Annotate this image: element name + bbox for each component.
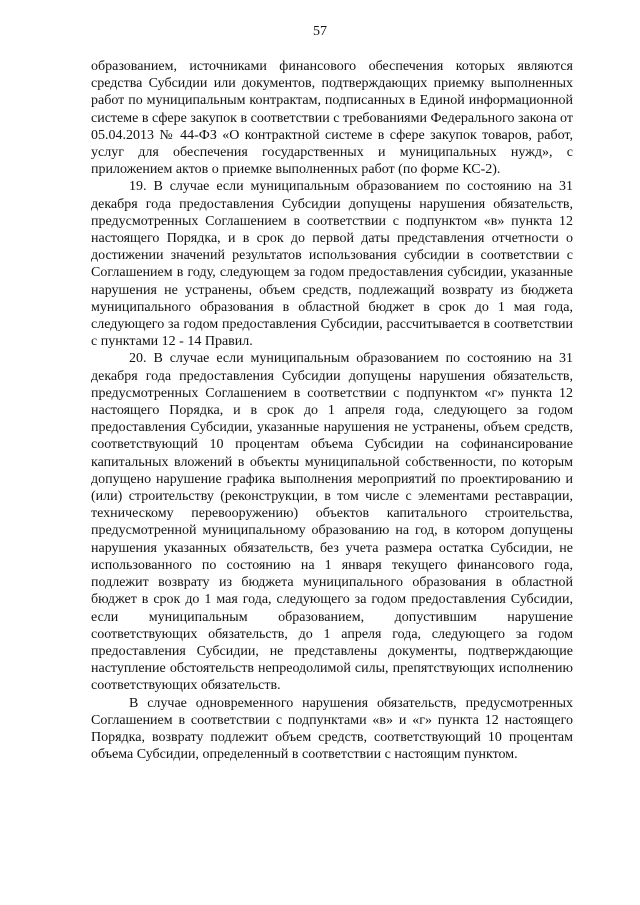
- paragraph-simultaneous-violation: В случае одновременного нарушения обязательств, предусмотренных Соглашением в соответствии с подпунктами «в» и «г» пункта 12 настоящего Порядка, возврату подлежит объем средств, соответствующий 10 процентам объема Субсидии, определенный в соответствии с настоящим пунктом.: [91, 695, 573, 763]
- paragraph-item-20: 20. В случае если муниципальным образованием по состоянию на 31 декабря года предоставления Субсидии допущены нарушения обязательств, предусмотренных Соглашением в соответствии с подпунктом «г» пункта 12 настоящего Порядка, и в срок до 1 апреля года, следующего за годом предоставления Субсидии, указанные нарушения не устранены, объем средств, соответствующий 10 процентам объема Субсидии на софинансирование капитальных вложений в объекты муниципальной собственности, по которым допущено нарушение графика выполнения мероприятий по проектированию и (или) строительству (реконструкции, в том числе с элементами реставрации, техническому перевооружению) объектов капитального строительства, предусмотренной муниципальному образованию на год, в котором допущены нарушения указанных обязательств, без учета размера остатка Субсидии, не использованного по состоянию на 1 января текущего финансового года, подлежит возврату из бюджета муниципального образования в областной бюджет в срок до 1 мая года, следующего за годом предоставления Субсидии, если муниципальным образованием, допустившим нарушение соответствующих обязательств, до 1 апреля года, следующего за годом предоставления Субсидии, не представлены документы, подтверждающие наступление обстоятельств непреодолимой силы, препятствующих исполнению соответствующих обязательств.: [91, 351, 573, 694]
- document-body: [91, 58, 573, 763]
- paragraph-continuation: образованием, источниками финансового обеспечения которых являются средства Субсидии или документов, подтверждающих приемку выполненных работ по муниципальным контрактам, подписанных в Единой информационной системе в сфере закупок в соответствии с требованиями Федерального закона от 05.04.2013 № 44-ФЗ «О контрактной системе в сфере закупок товаров, работ, услуг для обеспечения государственных и муниципальных нужд», с приложением актов о приемке выполненных работ (по форме КС-2).: [91, 59, 573, 178]
- page-number: 57: [313, 24, 327, 39]
- paragraph-item-19: 19. В случае если муниципальным образованием по состоянию на 31 декабря года предоставления Субсидии допущены нарушения обязательств, предусмотренных Соглашением в соответствии с подпунктом «в» пункта 12 настоящего Порядка, и в срок до первой даты представления отчетности о достижении значений результатов использования субсидии в соответствии с Соглашением в году, следующем за годом предоставления субсидии, указанные нарушения не устранены, объем средств, подлежащий возврату из бюджета муниципального образования в областной бюджет в срок до 1 мая года, следующего за годом предоставления Субсидии, рассчитывается в соответствии с пунктами 12 - 14 Правил.: [91, 179, 573, 350]
